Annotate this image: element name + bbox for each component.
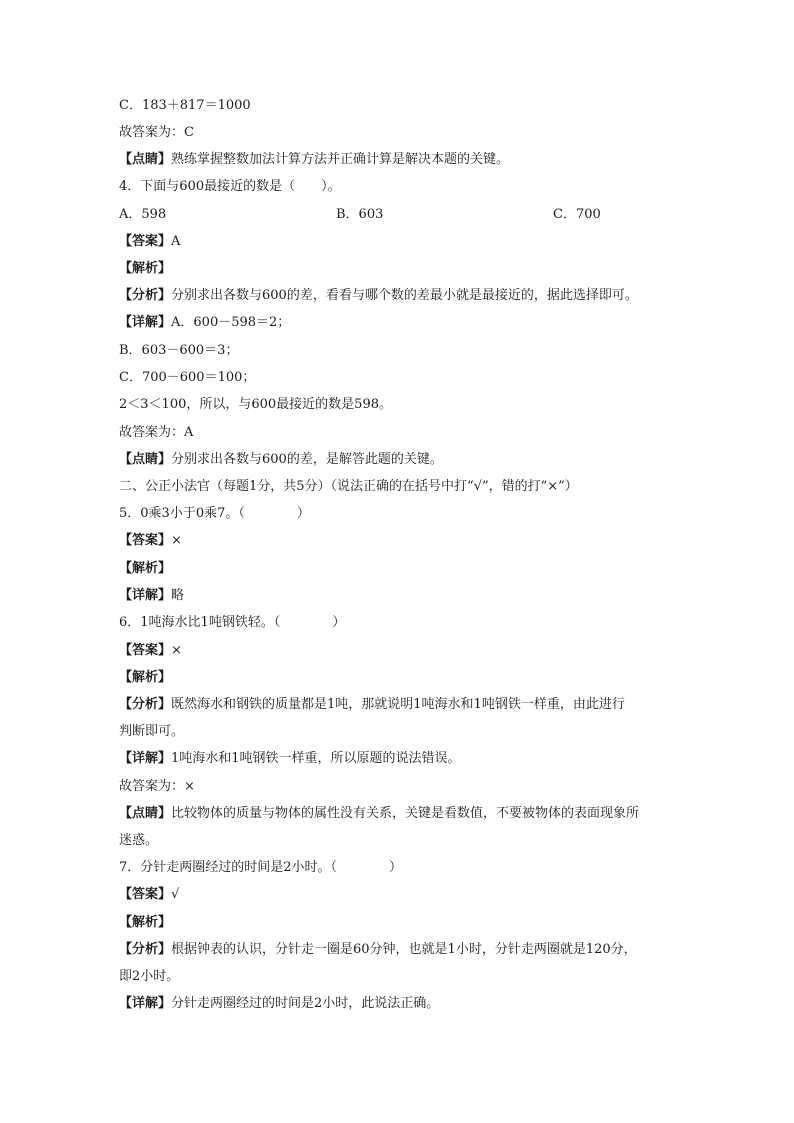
answer-tag: 【答案】	[119, 234, 172, 249]
fenxi-text: 既然海水和钢铁的质量都是1吨，那就说明1吨海水和1吨钢铁一样重，由此进行	[171, 697, 625, 712]
question-4-option-b: B．603	[336, 207, 384, 222]
answer-conclusion: 故答案为：C	[119, 125, 194, 140]
question-6-analysis-heading	[119, 669, 171, 687]
question-6-final: 故答案为：×	[119, 779, 195, 794]
fenxi-tag: 【分析】	[119, 942, 172, 957]
xiangjie-tag: 【详解】	[119, 996, 172, 1011]
analysis-tag: 【解析】	[119, 261, 172, 276]
question-4-calc-c: C．700－600＝100；	[119, 370, 256, 385]
question-4-fenxi	[119, 287, 638, 305]
question-4-key-point	[119, 451, 443, 469]
analysis-tag: 【解析】	[119, 670, 172, 685]
xiangjie-text: 1吨海水和1吨钢铁一样重，所以原题的说法错误。	[171, 751, 461, 766]
question-6-xiangjie	[119, 750, 461, 768]
key-point-tag: 【点睛】	[119, 452, 172, 467]
xiangjie-tag: 【详解】	[119, 588, 172, 603]
question-4-stem: 4．下面与600最接近的数是（ ）。	[119, 179, 341, 194]
key-point-text: 熟练掌握整数加法计算方法并正确计算是解决本题的关键。	[171, 152, 510, 167]
question-7-fenxi	[119, 941, 637, 959]
key-point-text: 比较物体的质量与物体的属性没有关系，关键是看数值，不要被物体的表面现象所	[171, 806, 640, 821]
answer-value: √	[171, 887, 180, 902]
fenxi-tag: 【分析】	[119, 288, 172, 303]
key-point-tag: 【点睛】	[119, 152, 172, 167]
question-7-stem: 7．分针走两圈经过的时间是2小时。（ ）	[119, 860, 403, 875]
question-7-fenxi-cont: 即2小时。	[119, 969, 180, 984]
answer-tag: 【答案】	[119, 643, 172, 658]
fenxi-text: 分别求出各数与600的差，看看与哪个数的差最小就是最接近的，据此选择即可。	[171, 288, 638, 303]
analysis-tag: 【解析】	[119, 561, 172, 576]
answer-value: ×	[171, 643, 182, 658]
question-5-stem: 5．0乘3小于0乘7。（ ）	[119, 506, 310, 521]
answer-value: A	[171, 234, 181, 249]
section-2-heading: 二、公正小法官（每题1分，共5分）（说法正确的在括号中打“√”，错的打“×”）	[119, 479, 578, 494]
xiangjie-text: A．600－598＝2；	[171, 315, 291, 330]
xiangjie-tag: 【详解】	[119, 315, 172, 330]
answer-value: ×	[171, 533, 182, 548]
option-c-calculation: C．183＋817＝1000	[119, 98, 251, 113]
question-5-answer	[119, 532, 182, 550]
question-4-answer	[119, 233, 180, 251]
question-4-analysis-heading	[119, 260, 171, 278]
answer-tag: 【答案】	[119, 533, 172, 548]
question-6-stem: 6．1吨海水比1吨钢铁轻。（ ）	[119, 615, 346, 630]
key-point	[119, 151, 509, 169]
key-point-tag: 【点睛】	[119, 806, 172, 821]
question-7-analysis-heading	[119, 914, 171, 932]
question-4-xiangjie	[119, 314, 290, 332]
question-5-xiangjie	[119, 587, 184, 605]
xiangjie-text: 略	[171, 588, 185, 603]
question-6-fenxi	[119, 696, 625, 714]
question-4-compare: 2＜3＜100，所以，与600最接近的数是598。	[119, 397, 392, 412]
xiangjie-text: 分针走两圈经过的时间是2小时，此说法正确。	[171, 996, 440, 1011]
question-4-option-a: A．598	[119, 207, 167, 222]
analysis-tag: 【解析】	[119, 915, 172, 930]
xiangjie-tag: 【详解】	[119, 751, 172, 766]
question-4-option-c: C．700	[553, 207, 601, 222]
question-4-final: 故答案为：A	[119, 425, 194, 440]
question-6-fenxi-cont: 判断即可。	[119, 724, 185, 739]
question-5-analysis-heading	[119, 560, 171, 578]
question-7-xiangjie	[119, 995, 439, 1013]
question-6-answer	[119, 642, 182, 660]
question-7-answer	[119, 886, 179, 904]
answer-tag: 【答案】	[119, 887, 172, 902]
fenxi-text: 根据钟表的认识，分针走一圈是60分钟，也就是1小时，分针走两圈就是120分，	[171, 942, 637, 957]
question-6-key-point	[119, 805, 639, 823]
question-4-calc-b: B．603－600＝3；	[119, 343, 239, 358]
question-6-key-point-cont: 迷惑。	[119, 833, 159, 848]
key-point-text: 分别求出各数与600的差，是解答此题的关键。	[171, 452, 443, 467]
fenxi-tag: 【分析】	[119, 697, 172, 712]
